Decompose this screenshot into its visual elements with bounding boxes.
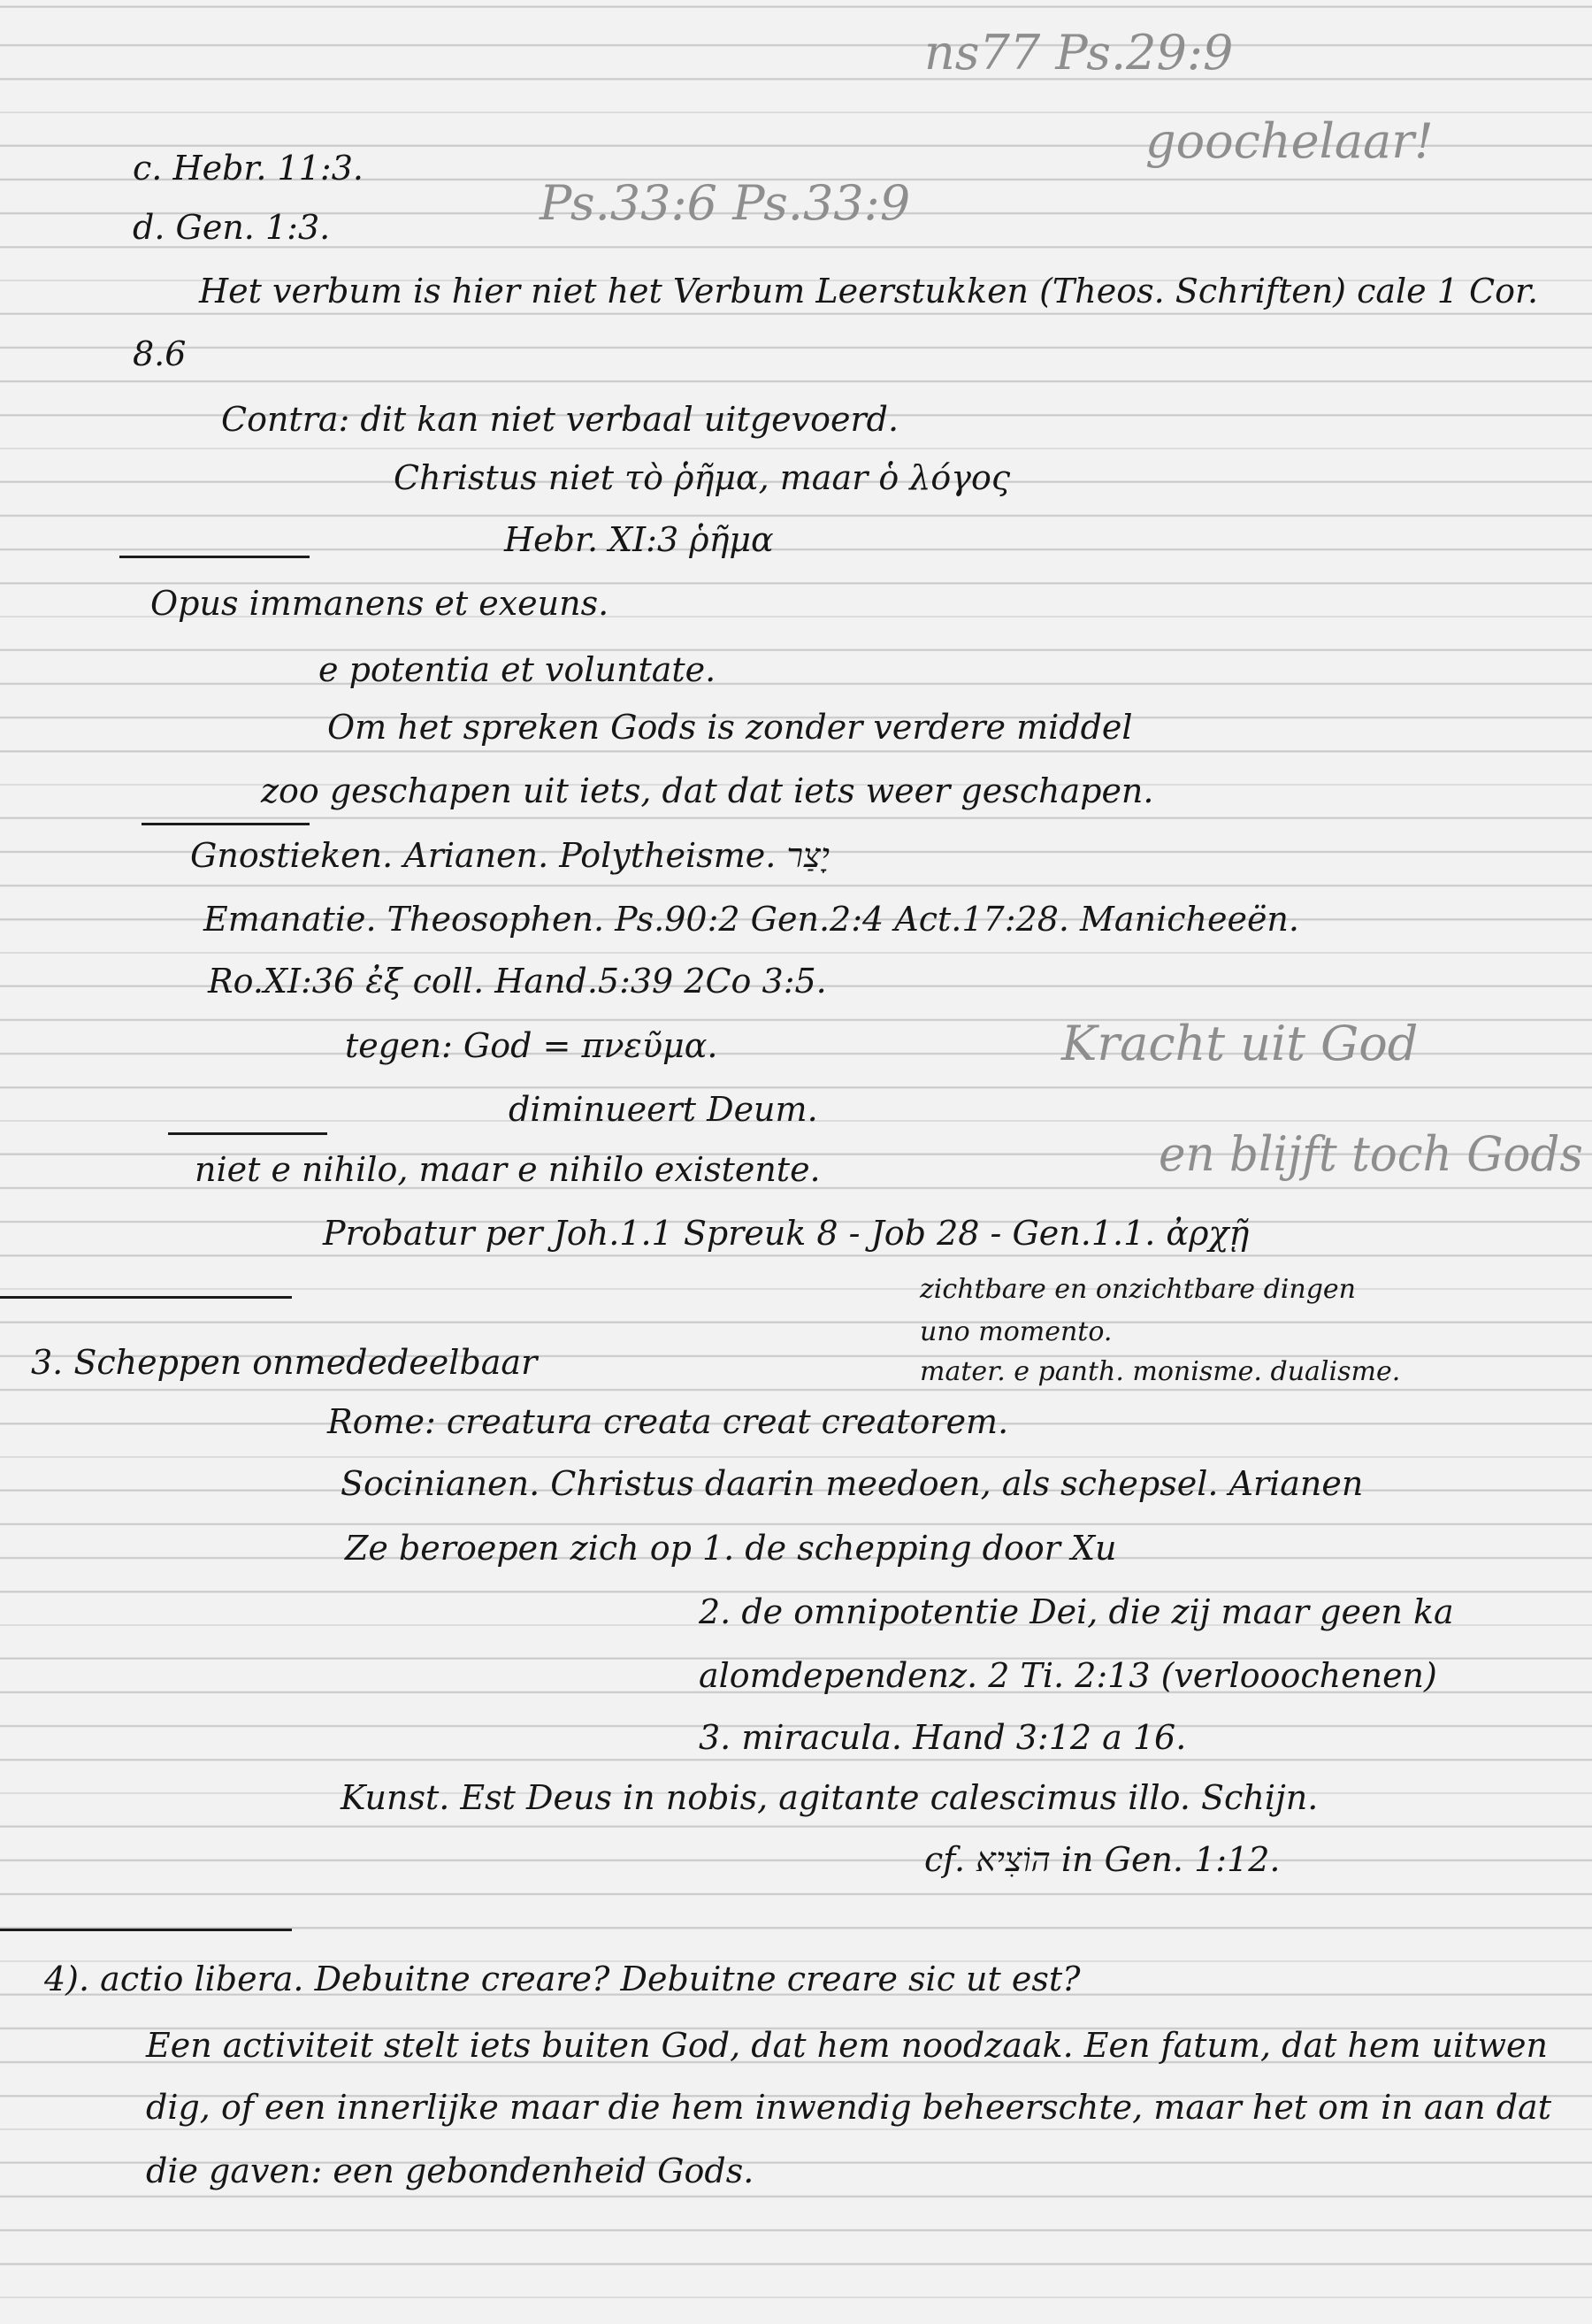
section-heading-4: 4). actio libera. Debuitne creare? Debuitne creare sic ut est? [44,1960,1081,1998]
text-line: Socinianen. Christus daarin meedoen, als schepsel. Arianen [341,1464,1364,1503]
text-line: niet e nihilo, maar e nihilo existente. [195,1150,821,1189]
text-line: Kunst. Est Deus in nobis, agitante calescimus illo. Schijn. [341,1778,1319,1817]
text-line: alomdependenz. 2 Ti. 2:13 (verlooochenen) [699,1656,1437,1695]
text-line: uno momento. [920,1316,1113,1347]
text-line: Rome: creatura creata creat creatorem. [327,1402,1009,1441]
text-line: Ze beroepen zich op 1. de schepping door Xu [345,1529,1117,1568]
text-line: Hebr. XI:3 ῥῆμα [504,520,774,559]
section-divider [0,1929,292,1931]
text-line: mater. e panth. monisme. dualisme. [920,1356,1401,1387]
text-line: tegen: God = πνεῦμα. [345,1026,718,1065]
text-line: 2. de omnipotentie Dei, die zij maar geen ka [699,1592,1454,1631]
pencil-reference-top: ns77 Ps.29:9 [924,25,1234,81]
text-line: die gaven: een gebondenheid Gods. [146,2151,754,2190]
section-divider [142,823,310,825]
text-line: Christus niet τὸ ῥῆμα, maar ὁ λόγος [394,458,1011,497]
text-line: e potentia et voluntate. [318,650,716,689]
text-line: 3. miracula. Hand 3:12 a 16. [699,1718,1187,1757]
pencil-margin-note-1: Kracht uit God [1061,1016,1419,1071]
pencil-word-top: goochelaar! [1145,113,1434,169]
section-heading-3: 3. Scheppen onmededeelbaar [31,1343,538,1382]
pencil-psalm-references: Ps.33:6 Ps.33:9 [540,175,911,231]
text-line: d. Gen. 1:3. [133,208,331,247]
text-line: Opus immanens et exeuns. [150,584,609,623]
text-line: Ro.XI:36 ἐξ coll. Hand.5:39 2Co 3:5. [208,962,827,1001]
pencil-margin-note-2: en blijft toch Gods [1159,1126,1583,1182]
text-line: Probatur per Joh.1.1 Spreuk 8 - Job 28 - Gen.1.1. ἀρχῇ [323,1214,1250,1253]
text-line: diminueert Deum. [509,1090,818,1129]
text-line: dig, of een innerlijke maar die hem inwendig beheerschte, maar het om in aan dat [146,2088,1551,2127]
text-line: Het verbum is hier niet het Verbum Leerstukken (Theos. Schriften) cale 1 Cor. [199,272,1539,311]
text-line: 8.6 [133,334,187,373]
text-line: zoo geschapen uit iets, dat dat iets weer geschapen. [261,771,1154,810]
text-line: Emanatie. Theosophen. Ps.90:2 Gen.2:4 Act.17:28. Manicheeën. [203,900,1299,939]
text-line: Gnostieken. Arianen. Polytheisme. יָצַר [190,836,830,875]
text-line: Om het spreken Gods is zonder verdere middel [327,708,1133,747]
text-line: cf. הוֹצִיא in Gen. 1:12. [924,1840,1281,1879]
text-line: Een activiteit stelt iets buiten God, dat hem noodzaak. Een fatum, dat hem uitwen [146,2026,1548,2065]
section-divider [168,1132,327,1135]
section-divider [119,556,310,558]
text-line: Contra: dit kan niet verbaal uitgevoerd. [221,400,899,439]
section-divider [0,1296,292,1299]
text-line: c. Hebr. 11:3. [133,149,364,188]
text-line: zichtbare en onzichtbare dingen [920,1274,1356,1305]
